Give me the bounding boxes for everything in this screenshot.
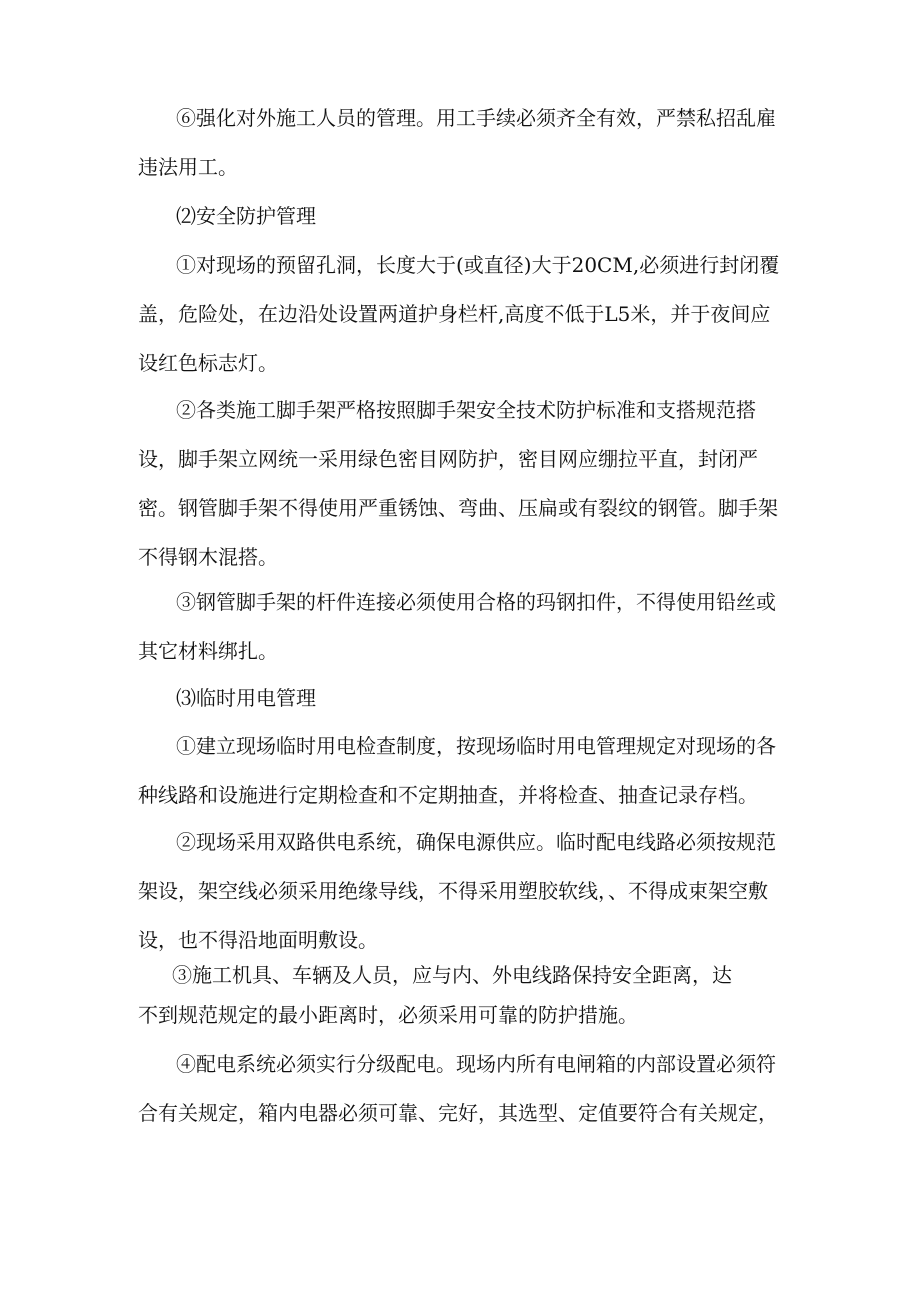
text-line: 合有关规定，箱内电器必须可靠、完好，其选型、定值要符合有关规定， (138, 1101, 778, 1125)
text-line: ①对现场的预留孔洞，长度大于(或直径)大于20CM,必须进行封闭覆 (176, 253, 780, 277)
text-line: 架设，架空线必须采用绝缘导线，不得采用塑胶软线，、不得成束架空敷 (138, 879, 768, 903)
text-line: 不得钢木混搭。 (138, 545, 278, 569)
paragraph-item-6-personnel (0, 94, 920, 192)
text-line: 违法用工。 (138, 155, 238, 179)
text-line: ③钢管脚手架的杆件连接必须使用合格的玛钢扣件，不得使用铅丝或 (176, 590, 776, 614)
text-line: 设红色标志灯。 (138, 351, 278, 375)
text-line: 种线路和设施进行定期检查和不定期抽查，并将检查、抽查记录存档。 (138, 783, 758, 807)
text-line: 不到规范规定的最小距离时，必须采用可靠的防护措施。 (138, 1003, 638, 1027)
text-line: ④配电系统必须实行分级配电。现场内所有电闸箱的内部设置必须符 (176, 1052, 776, 1076)
text-line: ①建立现场临时用电检查制度，按现场临时用电管理规定对现场的各 (176, 734, 776, 758)
paragraph-item-3-distance (0, 955, 920, 1035)
paragraph-item-1-holes (0, 241, 920, 388)
text-line: 密。钢管脚手架不得使用严重锈蚀、弯曲、压扁或有裂纹的钢管。脚手架 (138, 496, 778, 520)
text-line: 其它材料绑扎。 (138, 639, 278, 663)
text-line: ⑥强化对外施工人员的管理。用工手续必须齐全有效，严禁私招乱雇 (176, 106, 776, 130)
text-line: ②各类施工脚手架严格按照脚手架安全技术防护标准和支搭规范搭 (176, 398, 756, 422)
text-line: ⑵安全防护管理 (176, 204, 316, 228)
text-line: ③施工机具、车辆及人员，应与内、外电线路保持安全距离，达 (172, 963, 732, 987)
section-heading-electricity (0, 674, 920, 723)
text-line: ⑶临时用电管理 (176, 686, 316, 710)
section-heading-safety (0, 192, 920, 241)
paragraph-item-2-supply (0, 818, 920, 965)
paragraph-item-3-fasteners (0, 578, 920, 676)
text-line: ②现场采用双路供电系统，确保电源供应。临时配电线路必须按规范 (176, 830, 776, 854)
text-line: 盖，危险处，在边沿处设置两道护身栏杆,高度不低于L5米，并于夜间应 (138, 302, 771, 326)
text-line: 设，脚手架立网统一采用绿色密目网防护，密目网应绷拉平直，封闭严 (138, 447, 758, 471)
paragraph-item-2-scaffold (0, 386, 920, 582)
text-line: 设，也不得沿地面明敷设。 (138, 928, 378, 952)
paragraph-item-4-distribution (0, 1040, 920, 1138)
paragraph-item-1-inspection (0, 722, 920, 820)
